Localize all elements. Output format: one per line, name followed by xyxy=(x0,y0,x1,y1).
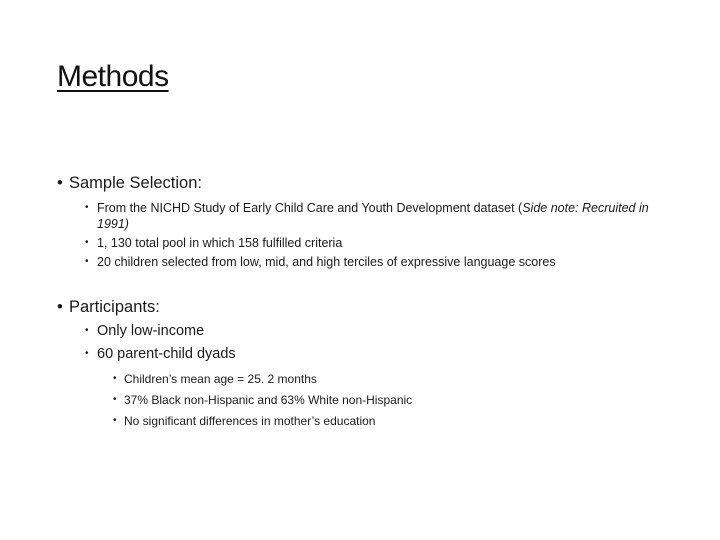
sample-selection-colon: : xyxy=(197,174,203,192)
bullet-icon: • xyxy=(85,237,89,248)
bullet-icon: • xyxy=(85,325,89,336)
slide-body xyxy=(57,172,657,430)
sub-bullet-source xyxy=(85,200,657,232)
bullet-icon: • xyxy=(113,415,117,426)
sub-sub-bullet-age xyxy=(113,370,657,388)
bullet-icon: • xyxy=(85,256,89,267)
source-text: From the NICHD Study of Early Child Care and Youth Development dataset ( xyxy=(97,201,523,215)
bullet-icon: • xyxy=(113,373,117,384)
sample-selection-heading: Sample Selection xyxy=(69,174,198,192)
side-note-text: Side note: Recruited in 1991) xyxy=(97,201,649,231)
sub-bullet-low-income xyxy=(85,321,657,341)
bullet-icon: • xyxy=(57,174,63,192)
bullet-icon: • xyxy=(85,202,89,213)
bullet-icon: • xyxy=(85,348,89,359)
ethnicity-text: 37% Black non-Hispanic and 63% White non-Hispanic xyxy=(124,393,413,407)
selection-text: 20 children selected from low, mid, and high terciles of expressive language scores xyxy=(97,255,556,269)
sub-bullet-pool xyxy=(85,235,657,251)
sub-sub-bullet-ethnicity xyxy=(113,391,657,409)
education-text: No significant differences in mother’s education xyxy=(124,414,376,428)
age-text: Children’s mean age = 25. 2 months xyxy=(124,372,317,386)
participants-heading: Participants: xyxy=(69,298,160,316)
sub-bullet-selection xyxy=(85,254,657,270)
slide-title: Methods xyxy=(57,60,169,93)
bullet-icon: • xyxy=(57,298,63,316)
low-income-text: Only low-income xyxy=(97,323,205,339)
sub-bullet-dyads xyxy=(85,344,657,364)
bullet-icon: • xyxy=(113,394,117,405)
bullet-sample-selection xyxy=(57,172,657,194)
dyads-text: 60 parent-child dyads xyxy=(97,346,236,362)
bullet-participants xyxy=(57,296,657,318)
sub-sub-bullet-education xyxy=(113,412,657,430)
pool-text: 1, 130 total pool in which 158 fulfilled criteria xyxy=(97,236,343,250)
